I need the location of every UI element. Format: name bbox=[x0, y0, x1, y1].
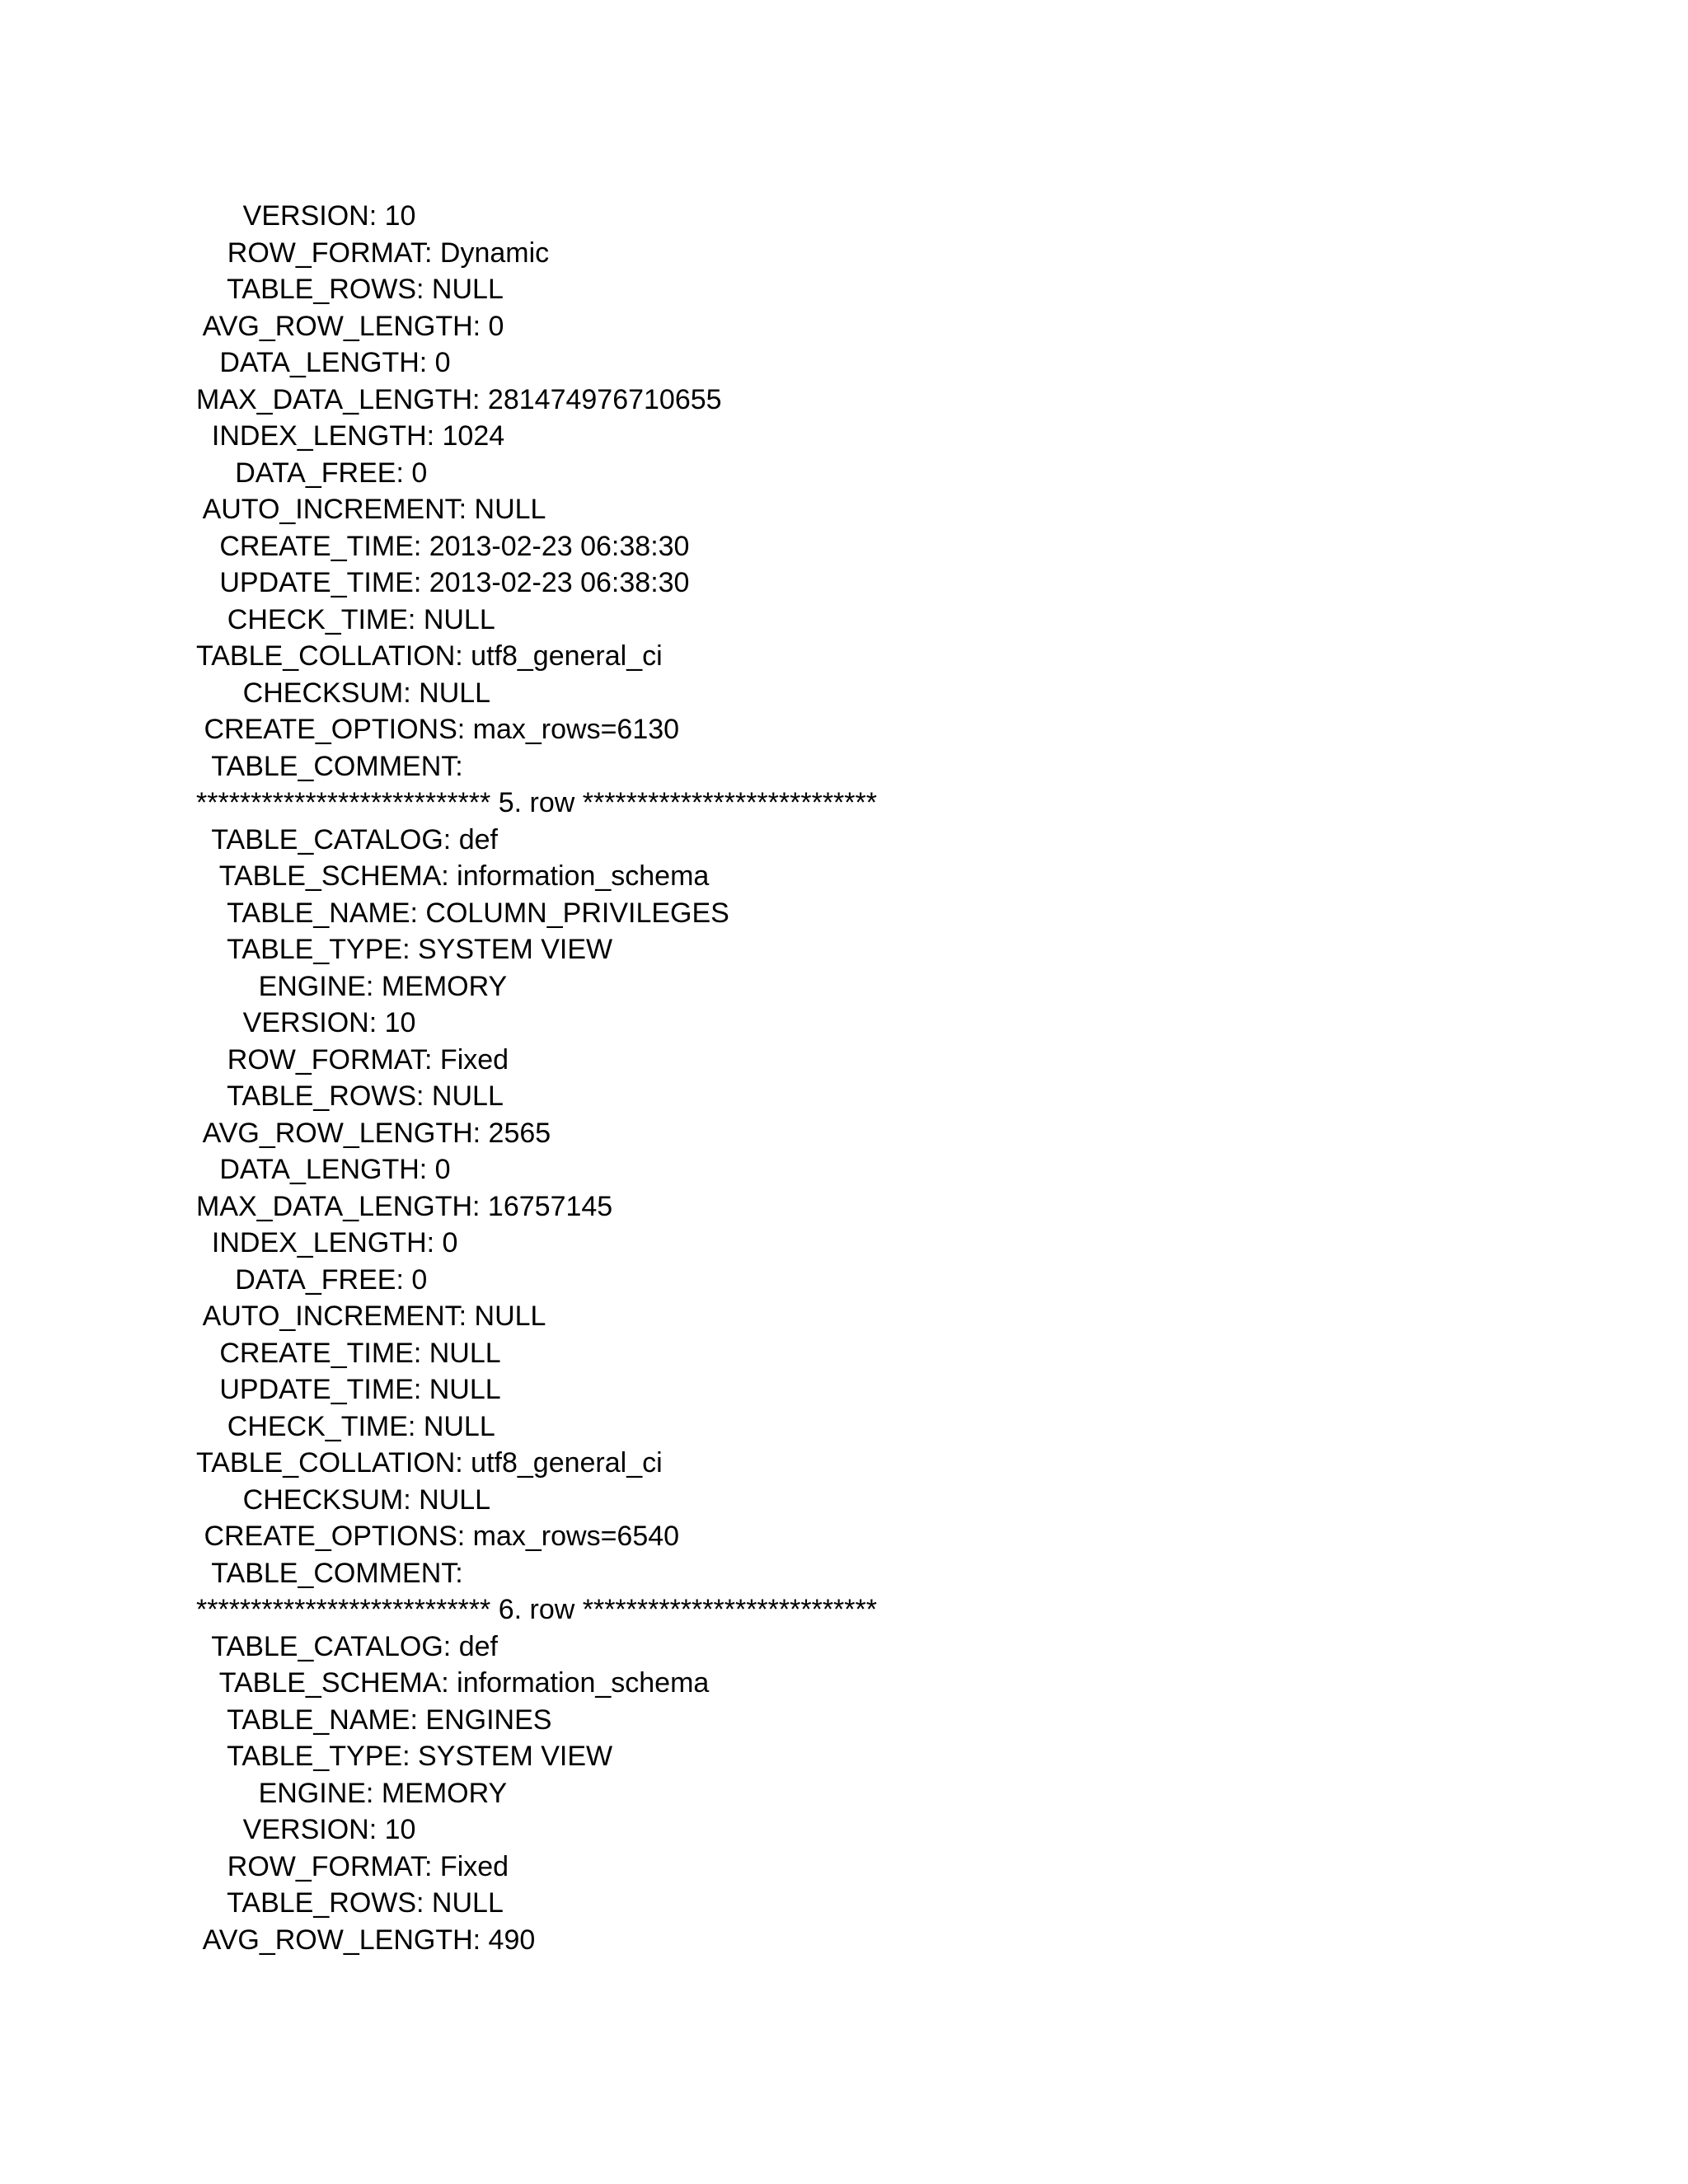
text-line: CHECK_TIME: NULL bbox=[196, 1410, 495, 1442]
text-line: AUTO_INCREMENT: NULL bbox=[196, 494, 546, 525]
text-line: *************************** 5. row *************************** bbox=[196, 787, 877, 818]
text-line: INDEX_LENGTH: 0 bbox=[196, 1227, 458, 1258]
text-line: CHECK_TIME: NULL bbox=[196, 603, 495, 635]
text-line: TABLE_CATALOG: def bbox=[196, 1630, 498, 1662]
text-line: DATA_FREE: 0 bbox=[196, 1263, 428, 1296]
text-line: TABLE_COMMENT: bbox=[196, 750, 463, 782]
text-line: CHECKSUM: NULL bbox=[196, 677, 491, 709]
text-line: CREATE_OPTIONS: max_rows=6130 bbox=[196, 714, 680, 745]
text-line: TABLE_CATALOG: def bbox=[196, 823, 498, 855]
query-output-text bbox=[196, 198, 877, 1958]
text-line: TABLE_ROWS: NULL bbox=[196, 1080, 504, 1112]
text-line: ROW_FORMAT: Dynamic bbox=[196, 237, 550, 269]
text-line: CREATE_TIME: 2013-02-23 06:38:30 bbox=[196, 530, 690, 562]
text-line: CREATE_OPTIONS: max_rows=6540 bbox=[196, 1521, 680, 1552]
text-line: UPDATE_TIME: 2013-02-23 06:38:30 bbox=[196, 567, 690, 598]
text-line: TABLE_COMMENT: bbox=[196, 1557, 463, 1589]
text-line: ENGINE: MEMORY bbox=[196, 970, 508, 1002]
text-line: TABLE_SCHEMA: information_schema bbox=[196, 1667, 710, 1699]
text-line: TABLE_SCHEMA: information_schema bbox=[196, 860, 710, 892]
text-line: TABLE_COLLATION: utf8_general_ci bbox=[196, 640, 663, 672]
text-line: MAX_DATA_LENGTH: 16757145 bbox=[196, 1190, 613, 1222]
text-line: TABLE_TYPE: SYSTEM VIEW bbox=[196, 934, 613, 965]
text-line: ENGINE: MEMORY bbox=[196, 1777, 508, 1809]
text-line: MAX_DATA_LENGTH: 281474976710655 bbox=[196, 383, 722, 415]
text-line: TABLE_ROWS: NULL bbox=[196, 1887, 504, 1919]
text-line: CHECKSUM: NULL bbox=[196, 1483, 491, 1516]
text-line: DATA_LENGTH: 0 bbox=[196, 347, 451, 378]
text-line: AVG_ROW_LENGTH: 0 bbox=[196, 310, 504, 342]
text-line: AUTO_INCREMENT: NULL bbox=[196, 1301, 546, 1332]
text-line: TABLE_COLLATION: utf8_general_ci bbox=[196, 1447, 663, 1479]
text-line: UPDATE_TIME: NULL bbox=[196, 1374, 501, 1405]
text-line: CREATE_TIME: NULL bbox=[196, 1337, 501, 1369]
text-line: DATA_FREE: 0 bbox=[196, 457, 428, 489]
text-line: ROW_FORMAT: Fixed bbox=[196, 1850, 509, 1882]
text-line: VERSION: 10 bbox=[196, 1814, 416, 1845]
text-line: TABLE_TYPE: SYSTEM VIEW bbox=[196, 1741, 613, 1772]
text-line: VERSION: 10 bbox=[196, 1007, 416, 1038]
text-line: ROW_FORMAT: Fixed bbox=[196, 1043, 509, 1076]
text-line: VERSION: 10 bbox=[196, 200, 416, 232]
text-line: INDEX_LENGTH: 1024 bbox=[196, 420, 505, 452]
text-line: *************************** 6. row *************************** bbox=[196, 1594, 877, 1625]
text-line: TABLE_NAME: COLUMN_PRIVILEGES bbox=[196, 897, 729, 929]
text-line: AVG_ROW_LENGTH: 490 bbox=[196, 1924, 536, 1956]
text-line: AVG_ROW_LENGTH: 2565 bbox=[196, 1117, 551, 1149]
text-line: TABLE_ROWS: NULL bbox=[196, 274, 504, 305]
text-line: TABLE_NAME: ENGINES bbox=[196, 1704, 552, 1736]
text-line: DATA_LENGTH: 0 bbox=[196, 1154, 451, 1185]
